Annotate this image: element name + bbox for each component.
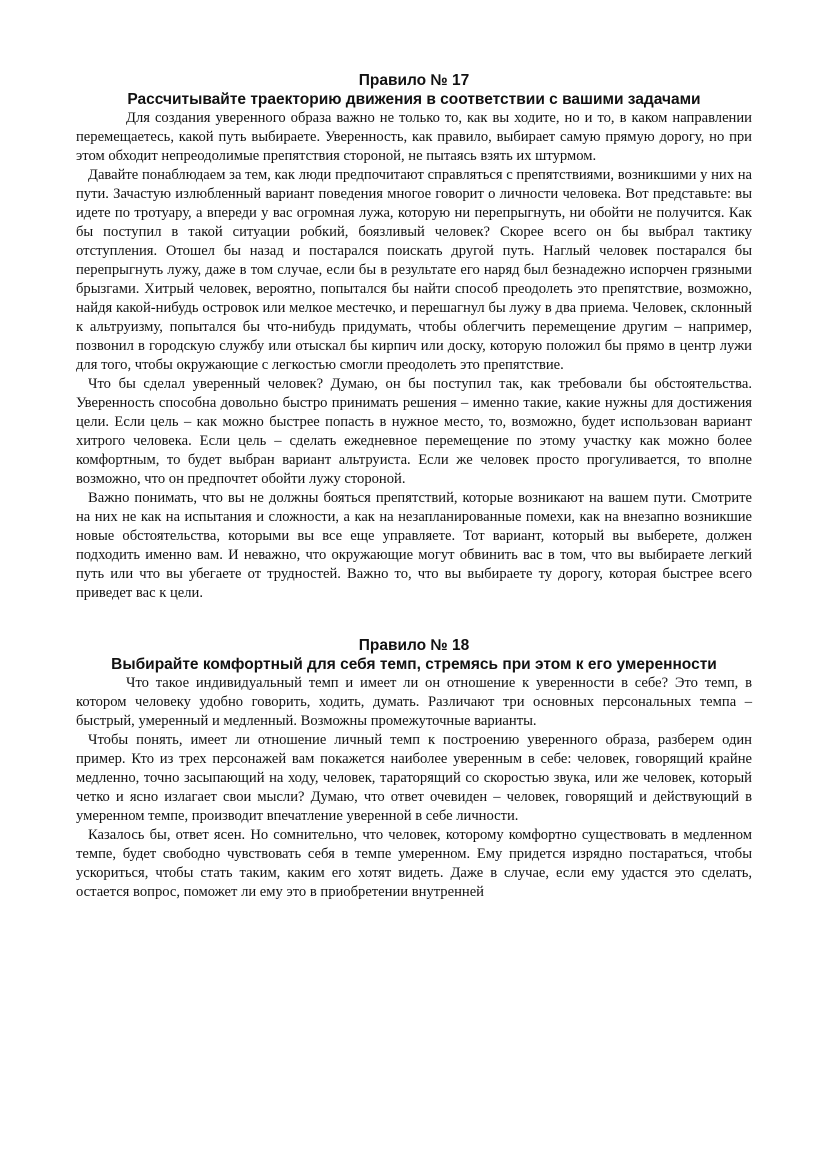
rule-18-paragraph-2: Чтобы понять, имеет ли отношение личный темп к построению уверенного образа, разберем один пример. Кто из трех персонажей вам покажется наиболее уверенным в себе: человек, говорящий крайне медленно, точно засыпающий на ходу, человек, тараторящий со скоростью звука, или же человек, который четко и ясно излагает свои мысли? Думаю, что ответ очевиден – человек, говорящий и действующий в умеренном темпе, производит впечатление уверенной в себе личности.: [76, 732, 752, 824]
rule-18-title: Правило № 18: [358, 637, 470, 654]
rule-17-section: [76, 71, 752, 603]
rule-17-paragraph-4: Важно понимать, что вы не должны бояться препятствий, которые возникают на вашем пути. Смотрите на них не как на испытания и сложности, а как на незапланированные помехи, как на внезапно возникшие новые обстоятельства, которыми вы все еще управляете. Тот вариант, который вы выберете, должен подходить именно вам. И неважно, что окружающие могут обвинить вас в том, что вы выбираете легкий путь или что вы убегаете от трудностей. Важно то, что вы выбираете ту дорогу, которая быстрее всего приведет вас к цели.: [76, 490, 752, 601]
document-page: [76, 71, 752, 902]
rule-17-paragraph-2: Давайте понаблюдаем за тем, как люди предпочитают справляться с препятствиями, возникшими у них на пути. Зачастую излюбленный вариант поведения многое говорит о личности человека. Вот представьте: вы идете по тротуару, а впереди у вас огромная лужа, которую ни перепрыгнуть, ни обойти не получится. Как бы поступил в такой ситуации робкий, боязливый человек? Скорее всего он бы выбрал тактику отступления. Отошел бы назад и постарался поискать другой путь. Наглый человек постарался бы перепрыгнуть лужу, даже в том случае, если бы в результате его наряд был безнадежно испорчен грязными брызгами. Хитрый человек, вероятно, попытался бы найти способ преодолеть это препятствие, возможно, найдя какой-нибудь островок или мелкое местечко, и перешагнул бы лужу в два приема. Человек, склонный к альтруизму, попытался бы что-нибудь придумать, чтобы облегчить перемещение другим – например, позвонил в городскую службу или отыскал бы кирпич или доску, которую положил бы прямо в центр лужи для того, чтобы окружающие с легкостью смогли преодолеть это препятствие.: [76, 167, 752, 373]
rule-18-subtitle: Выбирайте комфортный для себя темп, стремясь при этом к его умеренности: [111, 656, 717, 673]
rule-17-paragraph-3: Что бы сделал уверенный человек? Думаю, он бы поступил так, как требовали бы обстоятельства. Уверенность способна довольно быстро принимать решения – именно такие, какие нужны для достижения цели. Если цель – как можно быстрее попасть в нужное место, то, возможно, будет использован вариант хитрого человека. Если цель – сделать ежедневное перемещение по этому участку как можно более комфортным, то будет выбран вариант альтруиста. Если же человек просто прогуливается, то вполне возможно, что он предпочтет обойти лужу стороной.: [76, 376, 752, 487]
rule-18-paragraph-3: Казалось бы, ответ ясен. Но сомнительно, что человек, которому комфортно существовать в медленном темпе, будет свободно чувствовать себя в темпе умеренном. Ему придется изрядно постараться, чтобы ускориться, чтобы стать таким, каким его хотят видеть. Даже в случае, если ему удастся это сделать, остается вопрос, поможет ли ему это в приобретении внутренней: [76, 827, 752, 900]
rule-17-paragraph-1: Для создания уверенного образа важно не только то, как вы ходите, но и то, в каком направлении перемещаетесь, какой путь выбираете. Уверенность, как правило, выбирает самую прямую дорогу, но при этом обходит непреодолимые препятствия стороной, не пытаясь взять их штурмом.: [76, 110, 752, 164]
rule-18-paragraph-1: Что такое индивидуальный темп и имеет ли он отношение к уверенности в себе? Это темп, в котором человеку удобно говорить, ходить, думать. Различают три основных персональных темпа – быстрый, умеренный и медленный. Возможны промежуточные варианты.: [76, 675, 752, 729]
rule-18-section: [76, 636, 752, 902]
rule-17-title: Правило № 17: [358, 72, 470, 89]
rule-17-subtitle: Рассчитывайте траекторию движения в соответствии с вашими задачами: [127, 91, 701, 108]
